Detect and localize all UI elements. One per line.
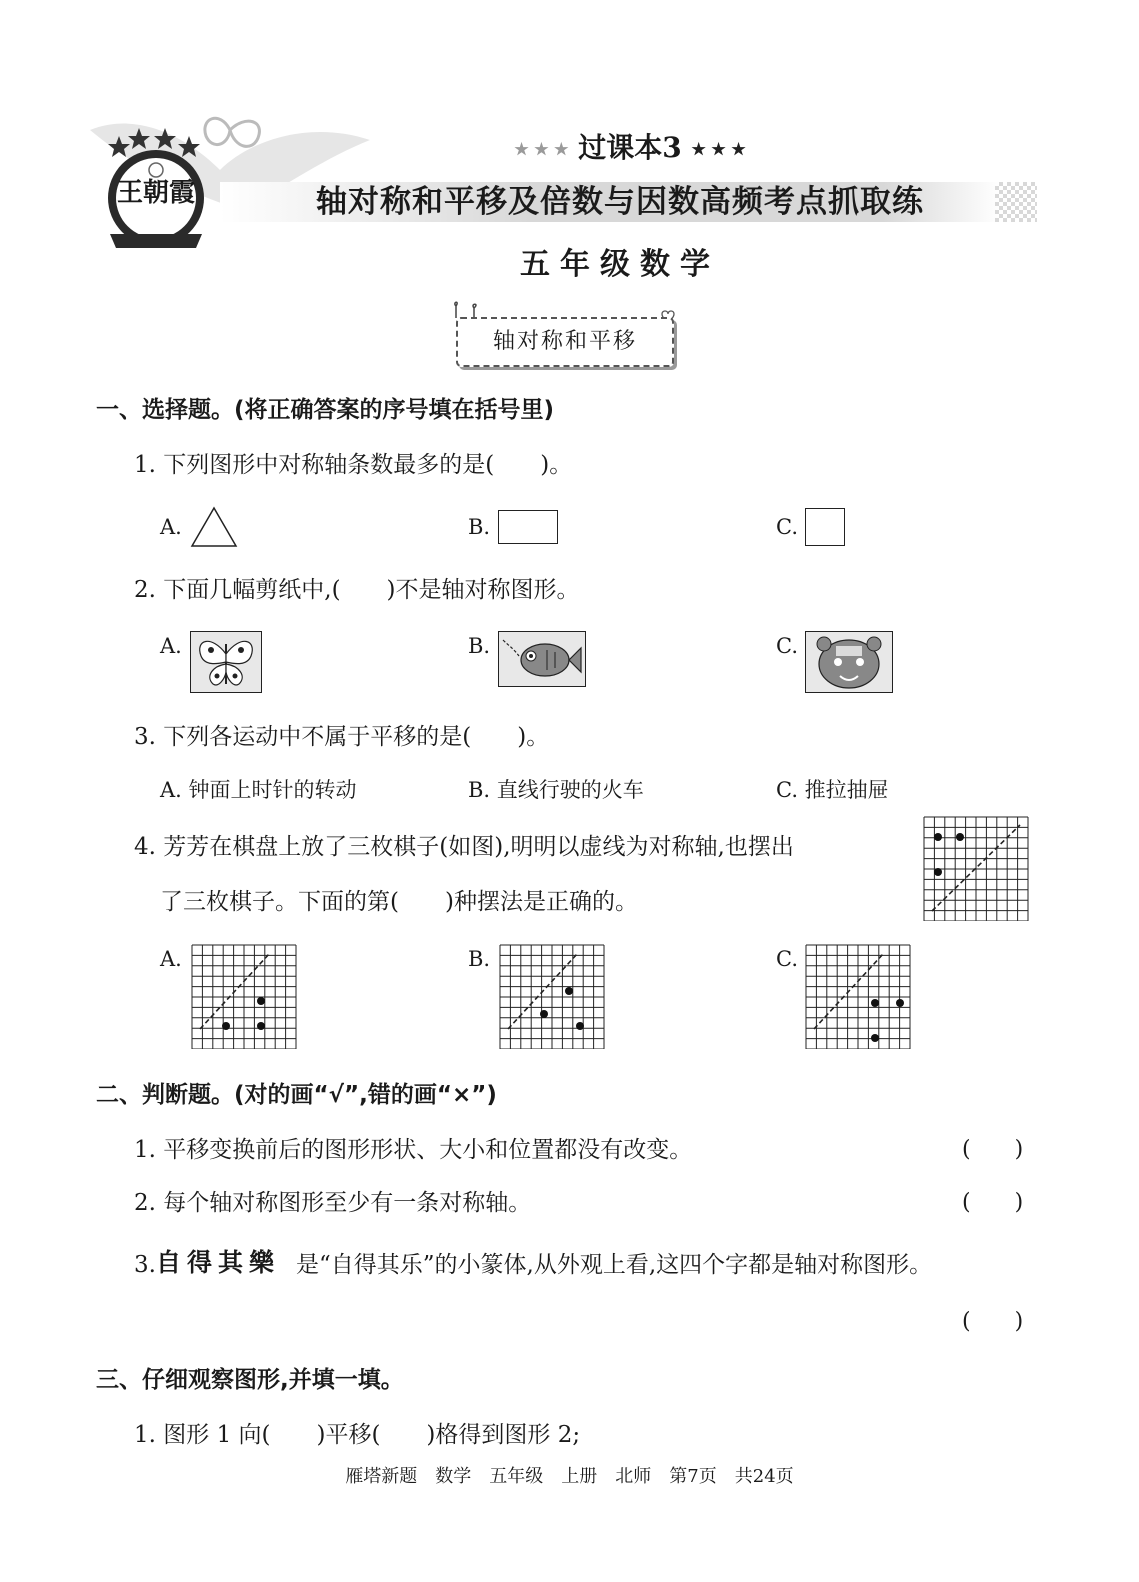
series-label — [500, 128, 760, 170]
triangle-shape — [190, 506, 238, 548]
chessboard-reference-grid — [922, 815, 1030, 921]
option-b-grid — [498, 943, 606, 1049]
q3-option-c: C. 推拉抽屉 — [776, 778, 889, 802]
answer-paren-3[interactable]: ( ) — [962, 1309, 1024, 1334]
part2-heading: 二、判断题。(对的画“√”,错的画“×”) — [96, 1082, 497, 1108]
q2-option-a-label: A. — [160, 634, 182, 658]
answer-paren-1[interactable]: ( ) — [962, 1137, 1024, 1162]
question-3: 3. 下列各运动中不属于平移的是( )。 — [134, 724, 550, 750]
logo-text: 王朝霞 — [116, 178, 195, 208]
part3-question-1: 1. 图形 1 向( )平移( )格得到图形 2; — [134, 1422, 581, 1448]
question-1: 1. 下列图形中对称轴条数最多的是( )。 — [134, 452, 573, 478]
q1-option-c-label: C. — [776, 515, 798, 539]
part1-heading: 一、选择题。(将正确答案的序号填在括号里) — [96, 397, 555, 423]
q3-option-a: A. 钟面上时针的转动 — [160, 778, 357, 802]
star-icon: ★ ★ ★ — [691, 139, 746, 159]
question-4-line1: 4. 芳芳在棋盘上放了三枚棋子(如图),明明以虚线为对称轴,也摆出 — [134, 834, 794, 860]
part3-heading: 三、仔细观察图形,并填一填。 — [96, 1367, 404, 1393]
square-shape — [805, 508, 845, 546]
judgement-1: 1. 平移变换前后的图形形状、大小和位置都没有改变。 — [134, 1137, 693, 1163]
series-text: 过课本3 — [578, 131, 682, 164]
option-c-grid — [804, 943, 912, 1049]
question-4-line2: 了三枚棋子。下面的第( )种摆法是正确的。 — [160, 889, 638, 915]
q4-option-b-label: B. — [468, 947, 491, 971]
section-badge: 轴对称和平移 — [456, 317, 674, 367]
judgement-3: 是“自得其乐”的小篆体,从外观上看,这四个字都是轴对称图形。 — [296, 1252, 933, 1278]
grade-subject: 五年级数学 — [520, 247, 720, 282]
q1-option-a-label: A. — [160, 515, 182, 539]
q3-option-b: B. 直线行驶的火车 — [468, 778, 644, 802]
option-a-grid — [190, 943, 298, 1049]
q4-option-a-label: A. — [160, 947, 182, 971]
answer-paren-2[interactable]: ( ) — [962, 1190, 1024, 1215]
question-2: 2. 下面几幅剪纸中,( )不是轴对称图形。 — [134, 577, 580, 603]
judgement-3-number: 3. — [134, 1252, 156, 1278]
butterfly-papercut-image — [190, 631, 262, 693]
q2-option-b-label: B. — [468, 634, 491, 658]
page-footer: 雁塔新题 数学 五年级 上册 北师 第7页 共24页 — [345, 1466, 794, 1487]
tiger-papercut-image — [805, 631, 893, 693]
rectangle-shape — [498, 510, 558, 544]
seal-script-characters: 自得其樂 — [156, 1248, 281, 1277]
q4-option-c-label: C. — [776, 947, 798, 971]
q2-option-c-label: C. — [776, 634, 798, 658]
q1-option-b-label: B. — [468, 515, 491, 539]
judgement-2: 2. 每个轴对称图形至少有一条对称轴。 — [134, 1190, 532, 1216]
page-title: 轴对称和平移及倍数与因数高频考点抓取练 — [316, 184, 924, 220]
fish-papercut-image — [498, 631, 586, 687]
star-icon: ★ ★ ★ — [514, 139, 569, 159]
